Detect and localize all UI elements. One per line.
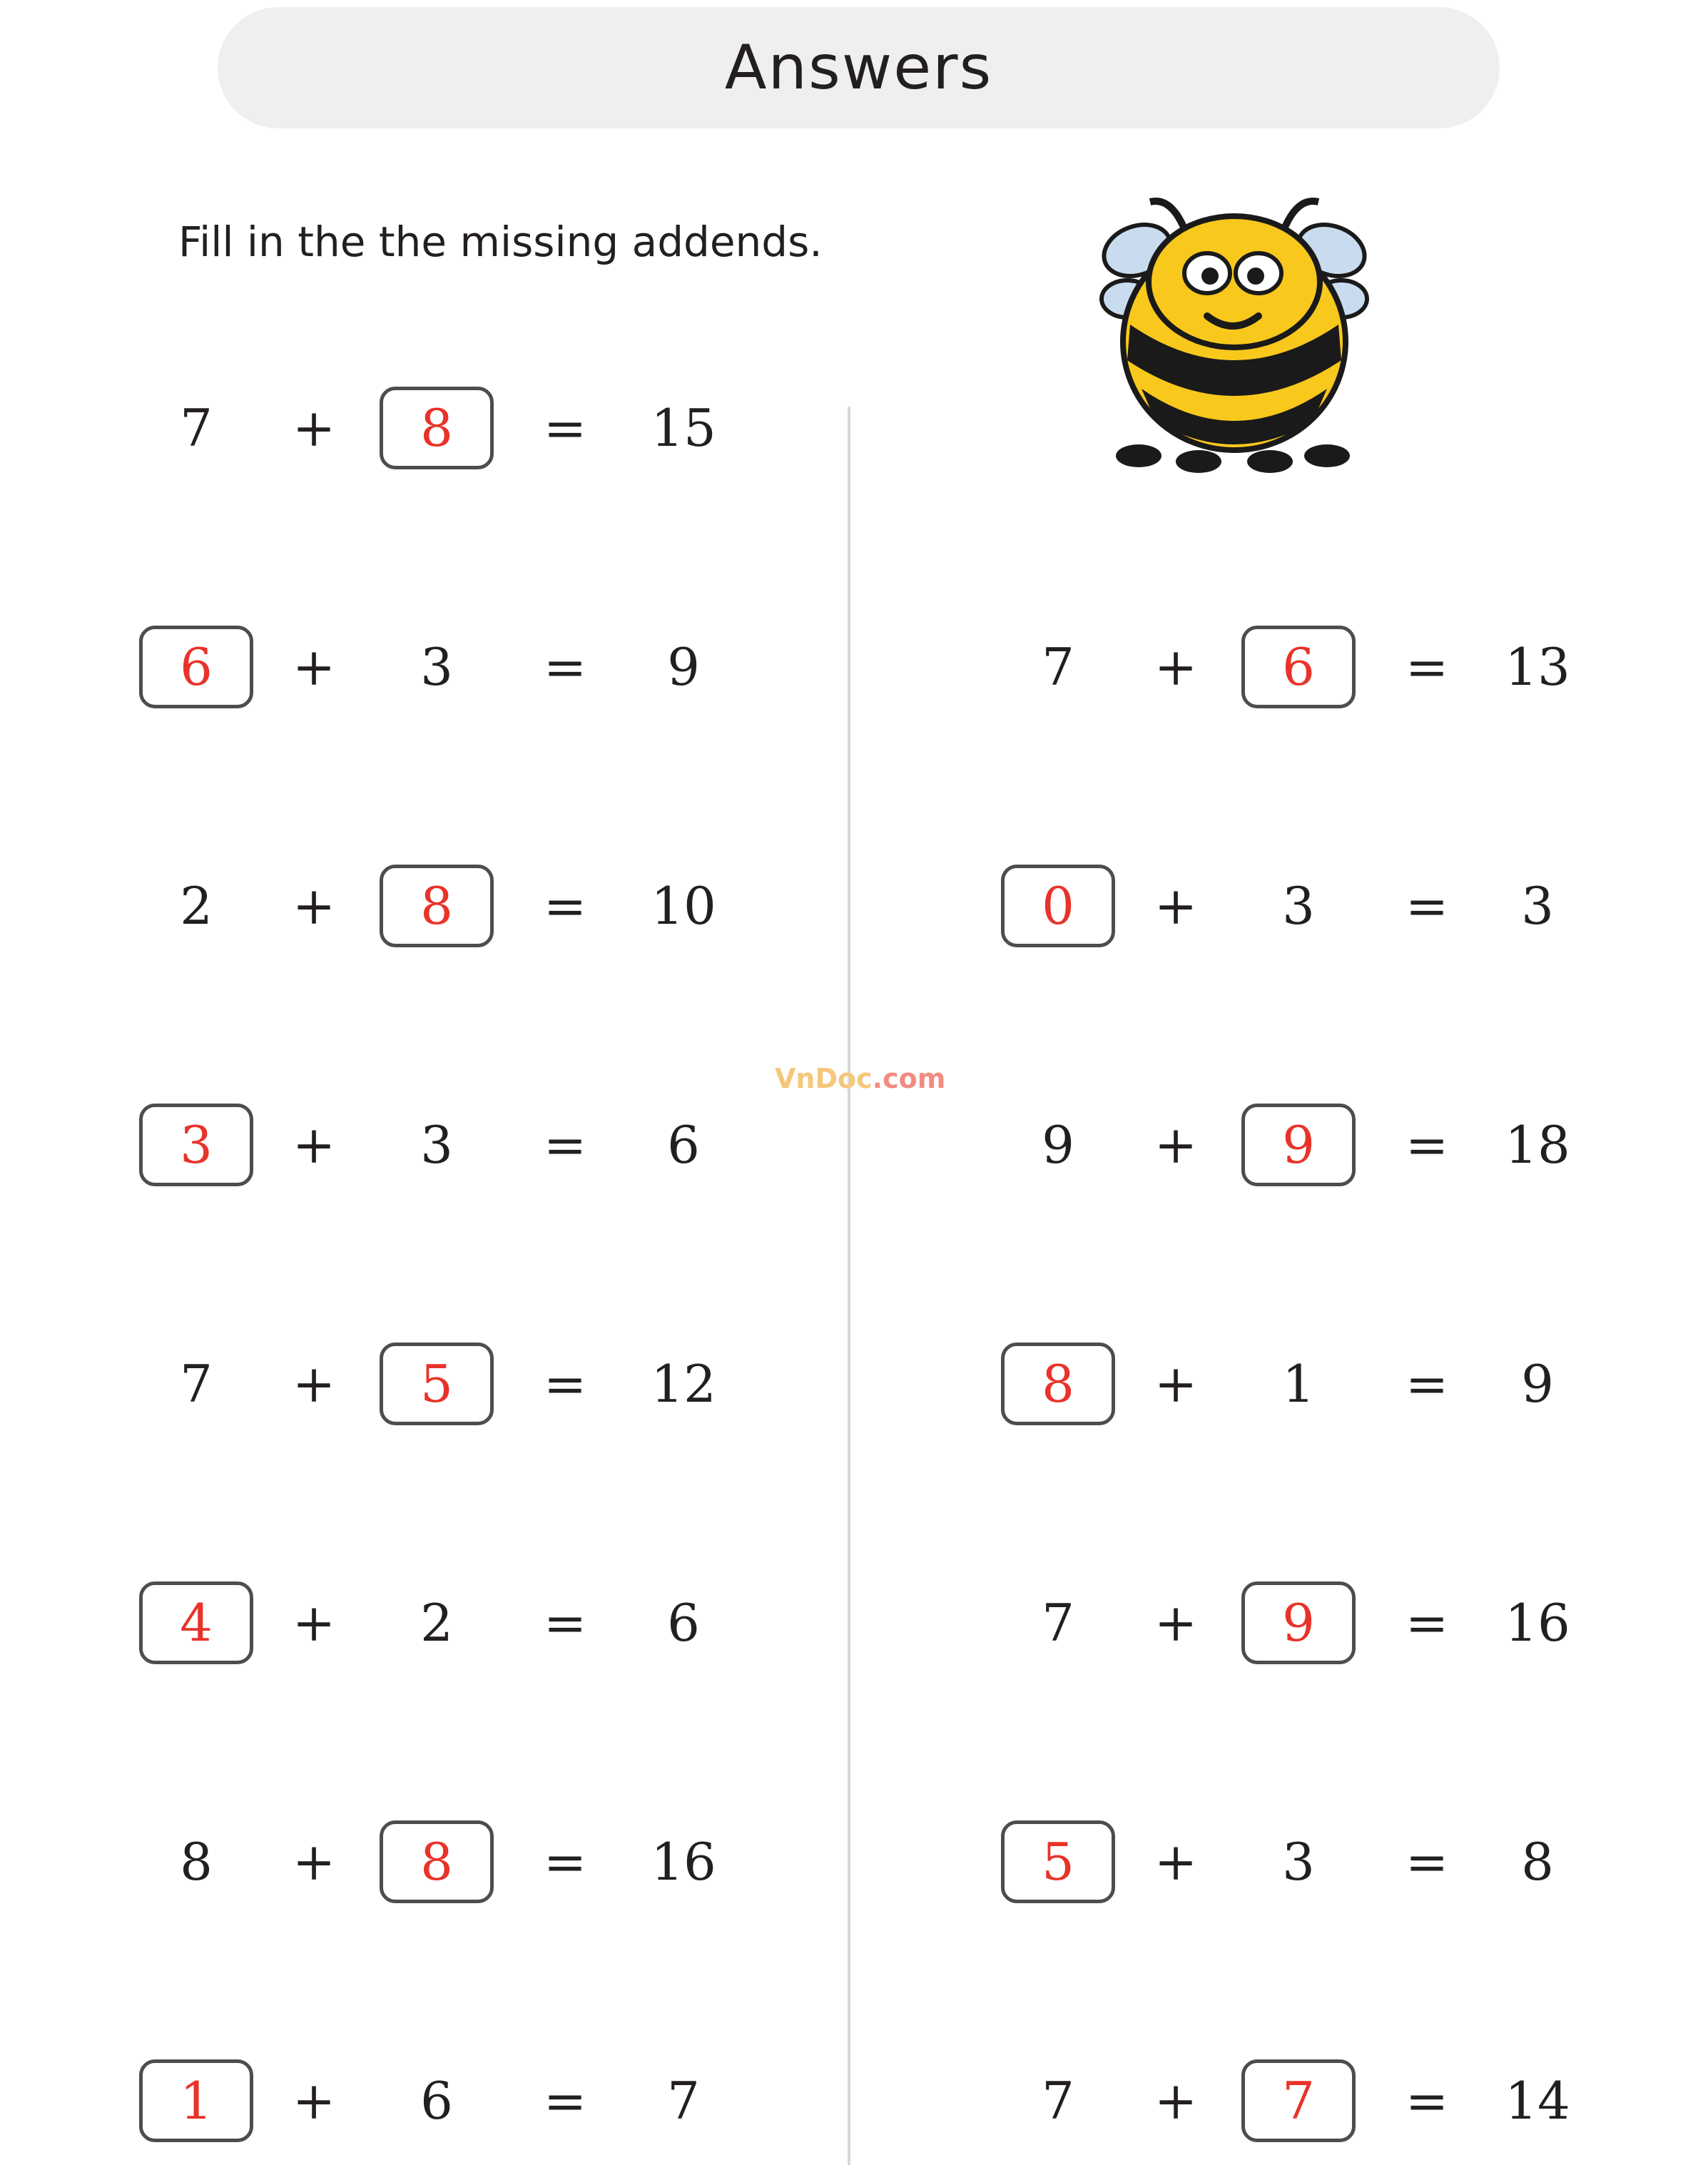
answer-box: 6 <box>139 626 253 708</box>
page-title: Answers <box>724 32 993 103</box>
sum-value: 13 <box>1505 637 1570 697</box>
plus-sign: + <box>292 2071 336 2131</box>
answer-box: 8 <box>1001 1343 1115 1425</box>
sum-value: 10 <box>651 876 716 936</box>
equals-sign: = <box>543 398 587 458</box>
plus-sign: + <box>292 1593 336 1653</box>
sum-value: 7 <box>667 2071 700 2131</box>
equals-sign: = <box>1405 1354 1449 1414</box>
bee-mascot-icon <box>1099 182 1370 474</box>
plus-sign: + <box>1154 1115 1198 1175</box>
answer-box: 4 <box>139 1581 253 1664</box>
plus-sign: + <box>292 1354 336 1414</box>
answer-box: 8 <box>380 1820 494 1903</box>
addend-b: 2 <box>420 1593 453 1653</box>
equals-sign: = <box>543 1354 587 1414</box>
plus-sign: + <box>292 398 336 458</box>
equals-sign: = <box>543 1593 587 1653</box>
equals-sign: = <box>1405 1115 1449 1175</box>
addend-a: 7 <box>180 1354 213 1414</box>
answer-box: 5 <box>380 1343 494 1425</box>
equals-sign: = <box>543 637 587 697</box>
watermark-part-1: VnDoc <box>775 1063 873 1094</box>
plus-sign: + <box>292 1115 336 1175</box>
answer-box: 3 <box>139 1104 253 1186</box>
plus-sign: + <box>1154 876 1198 936</box>
equals-sign: = <box>543 876 587 936</box>
column-divider <box>848 407 850 2165</box>
plus-sign: + <box>292 876 336 936</box>
equals-sign: = <box>543 2071 587 2131</box>
plus-sign: + <box>1154 637 1198 697</box>
sum-value: 12 <box>651 1354 716 1414</box>
watermark <box>775 1063 945 1094</box>
equals-sign: = <box>1405 2071 1449 2131</box>
plus-sign: + <box>1154 2071 1198 2131</box>
sum-value: 8 <box>1521 1832 1554 1892</box>
answer-box: 8 <box>380 865 494 947</box>
plus-sign: + <box>1154 1593 1198 1653</box>
answer-box: 0 <box>1001 865 1115 947</box>
addend-a: 7 <box>1042 637 1074 697</box>
addend-b: 3 <box>420 1115 453 1175</box>
addend-b: 3 <box>1282 876 1315 936</box>
sum-value: 6 <box>667 1593 700 1653</box>
equals-sign: = <box>543 1832 587 1892</box>
answer-box: 6 <box>1241 626 1356 708</box>
answers-header <box>218 7 1500 128</box>
addend-a: 7 <box>1042 1593 1074 1653</box>
equals-sign: = <box>543 1115 587 1175</box>
answer-box: 9 <box>1241 1104 1356 1186</box>
addend-a: 7 <box>1042 2071 1074 2131</box>
sum-value: 16 <box>1505 1593 1570 1653</box>
sum-value: 16 <box>651 1832 716 1892</box>
equals-sign: = <box>1405 1832 1449 1892</box>
addend-b: 6 <box>420 2071 453 2131</box>
instruction-text: Fill in the the missing addends. <box>178 218 823 266</box>
watermark-part-2: .com <box>872 1063 946 1094</box>
answer-box: 8 <box>380 387 494 469</box>
plus-sign: + <box>292 1832 336 1892</box>
addend-b: 3 <box>1282 1832 1315 1892</box>
equals-sign: = <box>1405 876 1449 936</box>
equals-sign: = <box>1405 637 1449 697</box>
addend-a: 2 <box>180 876 213 936</box>
addend-a: 8 <box>180 1832 213 1892</box>
sum-value: 18 <box>1505 1115 1570 1175</box>
addend-b: 1 <box>1282 1354 1315 1414</box>
sum-value: 14 <box>1505 2071 1570 2131</box>
sum-value: 9 <box>667 637 700 697</box>
sum-value: 3 <box>1521 876 1554 936</box>
answer-box: 5 <box>1001 1820 1115 1903</box>
addend-b: 3 <box>420 637 453 697</box>
plus-sign: + <box>1154 1832 1198 1892</box>
plus-sign: + <box>1154 1354 1198 1414</box>
sum-value: 9 <box>1521 1354 1554 1414</box>
sum-value: 6 <box>667 1115 700 1175</box>
answer-box: 9 <box>1241 1581 1356 1664</box>
addend-a: 9 <box>1042 1115 1074 1175</box>
plus-sign: + <box>292 637 336 697</box>
answer-box: 1 <box>139 2059 253 2142</box>
addend-a: 7 <box>180 398 213 458</box>
answer-box: 7 <box>1241 2059 1356 2142</box>
sum-value: 15 <box>651 398 716 458</box>
equals-sign: = <box>1405 1593 1449 1653</box>
